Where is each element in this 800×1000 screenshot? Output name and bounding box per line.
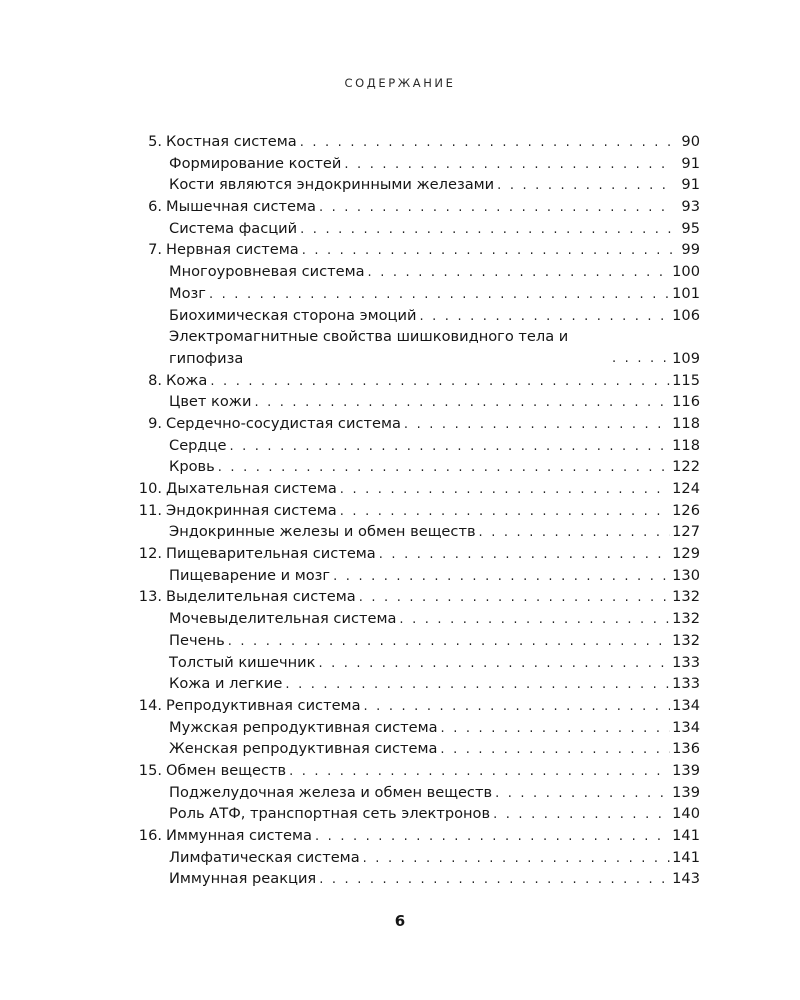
toc-page-number: 99 [681,241,700,259]
toc-chapter-number: 9. [148,414,162,432]
toc-subsection-entry[interactable] [0,673,800,695]
toc-chapter-entry[interactable] [0,413,800,435]
toc-dot-leader [302,240,674,262]
toc-chapter-entry[interactable] [0,478,800,500]
toc-subsection-entry[interactable] [0,218,800,240]
toc-entry-title: Печень [169,631,225,649]
toc-entry-title: Кожа и легкие [169,675,283,693]
toc-page-number: 109 [672,349,700,367]
toc-entry-title: Кости являются эндокринными железами [169,176,495,194]
toc-entry-title: Биохимическая сторона эмоций [169,306,417,324]
toc-dot-leader [440,739,670,761]
toc-page-number: 132 [672,631,700,649]
toc-entry-title: Репродуктивная система [166,696,361,714]
toc-chapter-entry[interactable] [0,196,800,218]
toc-dot-leader [319,869,670,891]
toc-page-number: 139 [672,783,700,801]
toc-subsection-entry[interactable] [0,435,800,457]
toc-dot-leader [318,653,670,675]
toc-chapter-entry[interactable] [0,239,800,261]
toc-chapter-entry[interactable] [0,500,800,522]
toc-dot-leader [209,284,670,306]
toc-entry-title: Электромагнитные свойства шишковидного тела и гипофиза [169,328,569,367]
toc-page-number: 132 [672,588,700,606]
toc-entry-title: Формирование костей [169,154,342,172]
toc-subsection-entry[interactable] [0,305,800,327]
toc-page-number: 130 [672,566,700,584]
toc-page-number: 139 [672,761,700,779]
toc-page-number: 133 [672,675,700,693]
toc-page-number: 100 [672,263,700,281]
toc-subsection-entry[interactable] [0,565,800,587]
toc-page-number: 127 [672,523,700,541]
toc-page-number: 124 [672,480,700,498]
toc-subsection-entry[interactable] [0,153,800,175]
toc-subsection-entry[interactable] [0,174,800,196]
toc-chapter-number: 15. [138,761,162,779]
toc-subsection-entry[interactable] [0,261,800,283]
toc-dot-leader [497,175,674,197]
toc-dot-leader [364,696,671,718]
toc-page-number: 118 [672,414,700,432]
toc-page-number: 136 [672,740,700,758]
toc-entry-title: Иммунная система [166,827,312,845]
toc-entry-title: Эндокринная система [166,501,337,519]
toc-subsection-entry[interactable] [0,868,800,890]
toc-page-number: 126 [672,501,700,519]
toc-page-number: 91 [681,154,700,172]
toc-dot-leader [319,197,674,219]
toc-page-number: 134 [672,696,700,714]
toc-entry-title: Мышечная система [166,198,316,216]
toc-entry-title: Поджелудочная железа и обмен веществ [169,783,493,801]
toc-dot-leader [315,826,670,848]
toc-subsection-entry[interactable] [0,803,800,825]
toc-page-number: 91 [681,176,700,194]
toc-dot-leader [300,219,674,241]
toc-dot-leader [363,848,671,870]
toc-dot-leader [340,479,670,501]
table-of-contents [0,131,800,890]
toc-entry-title: Женская репродуктивная система [169,740,438,758]
toc-dot-leader [285,674,670,696]
toc-subsection-entry[interactable] [0,456,800,478]
toc-page-number: 115 [672,371,700,389]
toc-chapter-number: 7. [148,241,162,259]
toc-dot-leader [254,392,670,414]
toc-entry-title: Дыхательная система [166,480,337,498]
toc-entry-title: Роль АТФ, транспортная сеть электронов [169,805,491,823]
toc-entry-title: Выделительная система [166,588,356,606]
toc-subsection-entry[interactable] [0,738,800,760]
toc-chapter-entry[interactable] [0,370,800,392]
toc-chapter-entry[interactable] [0,543,800,565]
toc-entry-title: Мозг [169,284,206,302]
toc-chapter-entry[interactable] [0,760,800,782]
toc-dot-leader [399,609,670,631]
toc-dot-leader [300,132,674,154]
toc-entry-title: Пищеварение и мозг [169,566,331,584]
toc-entry-title: Многоуровневая система [169,263,365,281]
toc-page-number: 122 [672,458,700,476]
toc-chapter-number: 13. [138,588,162,606]
toc-entry-title: Нервная система [166,241,299,259]
toc-subsection-entry[interactable] [0,782,800,804]
toc-page-number: 101 [672,284,700,302]
toc-entry-title: Обмен веществ [166,761,287,779]
toc-entry-title: Пищеварительная система [166,545,376,563]
toc-dot-leader [419,306,670,328]
toc-chapter-number: 8. [148,371,162,389]
toc-page-number: 141 [672,848,700,866]
toc-dot-leader [404,414,670,436]
toc-entry-title: Иммунная реакция [169,870,317,888]
toc-entry-title: Эндокринные железы и обмен веществ [169,523,476,541]
toc-chapter-number: 5. [148,133,162,150]
toc-entry-title: Сердечно-сосудистая система [166,414,401,432]
toc-subsection-entry[interactable] [0,391,800,413]
toc-subsection-entry[interactable] [0,847,800,869]
toc-chapter-number: 11. [138,501,162,519]
toc-dot-leader [493,804,670,826]
toc-page-number: 129 [672,545,700,563]
toc-dot-leader [441,718,671,740]
toc-page-number: 134 [672,718,700,736]
toc-chapter-number: 16. [138,827,162,845]
toc-entry-title: Сердце [169,436,227,454]
toc-subsection-entry[interactable] [0,630,800,652]
toc-chapter-number: 10. [138,480,162,498]
toc-page-number: 141 [672,827,700,845]
toc-page-number: 93 [681,198,700,216]
toc-dot-leader [228,631,670,653]
toc-entry-title: Костная система [166,133,297,150]
toc-dot-leader [289,761,670,783]
toc-page-number: 118 [672,436,700,454]
page-number: 6 [394,912,406,930]
toc-subsection-entry[interactable] [0,652,800,674]
toc-chapter-entry[interactable] [0,131,800,153]
toc-subsection-entry[interactable] [0,283,800,305]
toc-entry-title: Цвет кожи [169,393,252,411]
toc-subsection-entry[interactable] [0,521,800,543]
toc-entry-title: Лимфатическая система [169,848,360,866]
toc-dot-leader [495,783,670,805]
toc-chapter-entry[interactable] [0,825,800,847]
toc-page-number: 106 [672,306,700,324]
toc-dot-leader [359,587,670,609]
toc-dot-leader [379,544,670,566]
toc-chapter-number: 12. [138,545,162,563]
toc-entry-title: Система фасций [169,219,298,237]
toc-dot-leader [479,522,671,544]
toc-dot-leader [612,348,670,370]
toc-subsection-entry[interactable] [0,608,800,630]
toc-chapter-number: 6. [148,198,162,216]
toc-dot-leader [229,436,670,458]
toc-entry-title: Кожа [166,371,208,389]
toc-dot-leader [368,262,671,284]
toc-dot-leader [218,457,670,479]
toc-dot-leader [333,566,670,588]
toc-page-number: 90 [681,133,700,150]
toc-page-number: 116 [672,393,700,411]
page-header: СОДЕРЖАНИЕ [344,76,456,90]
toc-dot-leader [340,501,670,523]
toc-entry-title: Мужская репродуктивная система [169,718,438,736]
toc-chapter-number: 14. [138,696,162,714]
toc-page-number: 133 [672,653,700,671]
toc-chapter-entry[interactable] [0,695,800,717]
toc-entry-title: Кровь [169,458,215,476]
toc-entry-title: Мочевыделительная система [169,610,397,628]
toc-entry-title: Толстый кишечник [169,653,316,671]
toc-page-number: 95 [681,219,700,237]
toc-page-number: 140 [672,805,700,823]
toc-subsection-entry[interactable] [0,717,800,739]
toc-chapter-entry[interactable] [0,586,800,608]
toc-page-number: 132 [672,610,700,628]
toc-page-number: 143 [672,870,700,888]
toc-dot-leader [344,154,674,176]
toc-dot-leader [210,371,670,393]
toc-subsection-entry[interactable] [0,326,800,369]
